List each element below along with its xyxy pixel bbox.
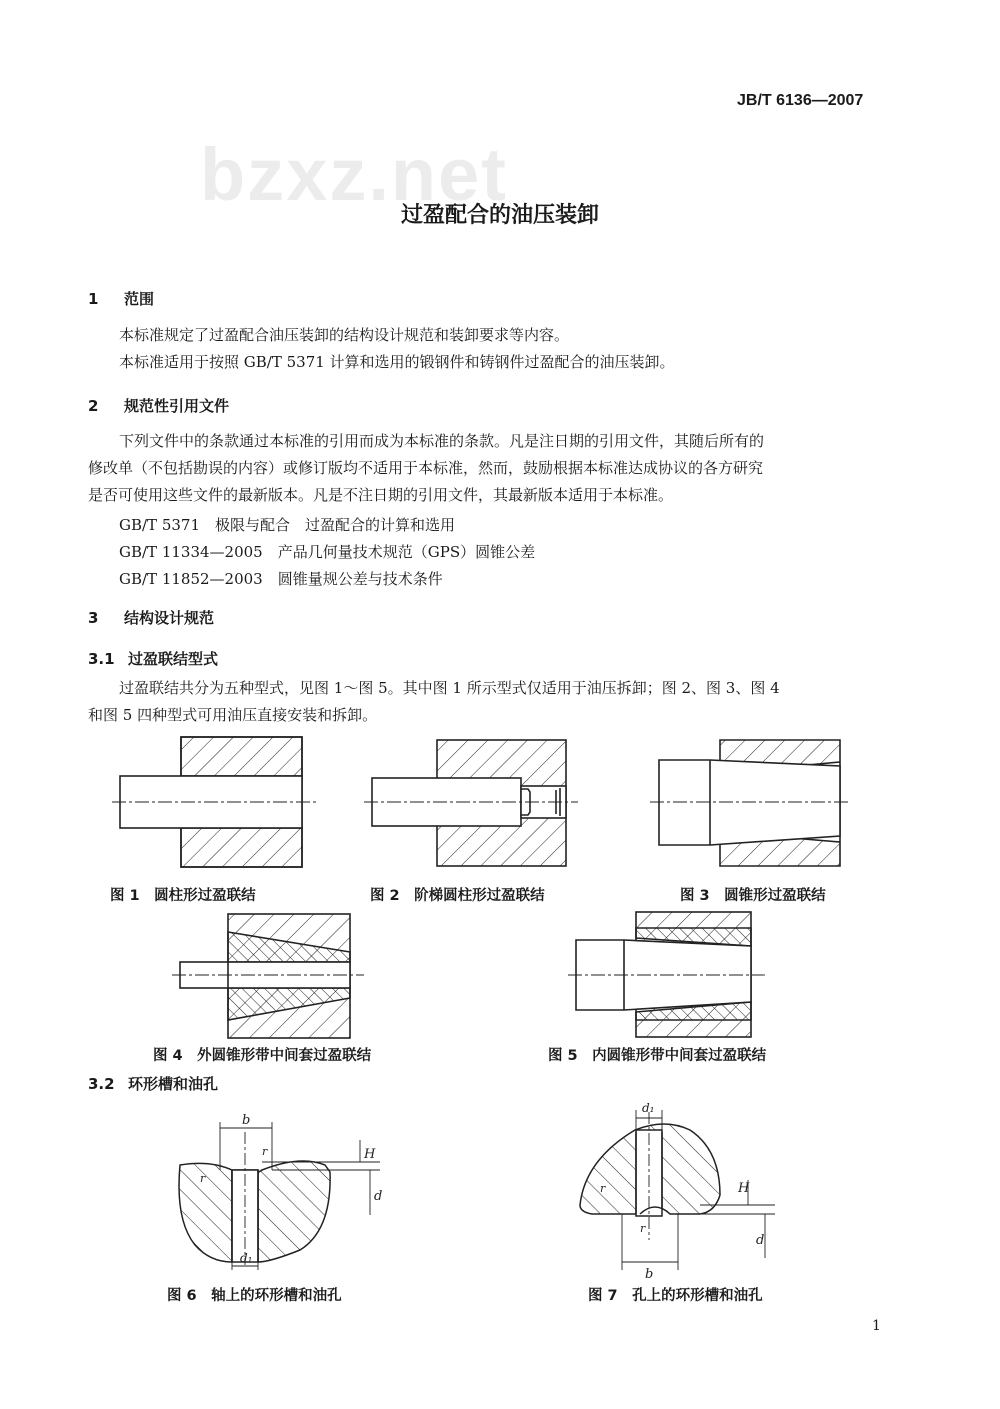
subsection-3-2-heading xyxy=(88,1073,218,1094)
paragraph: 本标准规定了过盈配合油压装卸的结构设计规范和装卸要求等内容。 xyxy=(119,326,570,344)
section-title: 环形槽和油孔 xyxy=(128,1075,219,1093)
standard-code: JB/T 6136—2007 xyxy=(737,92,864,109)
figure-6-caption: 图 6 轴上的环形槽和油孔 xyxy=(167,1288,342,1304)
section-number: 3 xyxy=(88,609,99,627)
figure-3-drawing xyxy=(650,740,850,866)
section-number: 2 xyxy=(88,397,99,415)
figure-2-drawing xyxy=(364,740,578,866)
figure-1-caption: 图 1 圆柱形过盈联结 xyxy=(110,888,256,904)
section-title: 范围 xyxy=(124,290,155,308)
page-number: 1 xyxy=(872,1318,881,1334)
paragraph-line: 下列文件中的条款通过本标准的引用而成为本标准的条款。凡是注日期的引用文件，其随后所有的 xyxy=(119,432,765,450)
reference-title: 圆锥量规公差与技术条件 xyxy=(277,570,443,588)
section-title: 结构设计规范 xyxy=(124,609,215,627)
figure-1-drawing xyxy=(112,737,316,867)
reference-code: GB/T 11334—2005 xyxy=(119,543,263,561)
dim-label-r: r xyxy=(200,1172,206,1185)
reference-code: GB/T 5371 xyxy=(119,516,201,534)
paragraph: 本标准适用于按照 GB/T 5371 计算和选用的锻钢件和铸钢件过盈配合的油压装卸。 xyxy=(119,353,675,371)
dim-label-h: H xyxy=(738,1181,750,1196)
section-number: 3.2 xyxy=(88,1075,115,1093)
figure-3-caption: 图 3 圆锥形过盈联结 xyxy=(680,888,826,904)
figure-5-drawing xyxy=(568,912,765,1037)
dim-label-d: d xyxy=(374,1189,383,1204)
section-number: 1 xyxy=(88,290,99,308)
dim-label-d1: d₁ xyxy=(642,1101,655,1115)
watermark: bzxz.net xyxy=(200,133,508,216)
figure-4-caption: 图 4 外圆锥形带中间套过盈联结 xyxy=(153,1048,372,1064)
reference-title: 极限与配合 过盈配合的计算和选用 xyxy=(215,516,456,534)
reference-code: GB/T 11852—2003 xyxy=(119,570,263,588)
section-title: 过盈联结型式 xyxy=(128,650,219,668)
dim-label-d: d xyxy=(756,1233,765,1248)
figure-2-caption: 图 2 阶梯圆柱形过盈联结 xyxy=(370,888,545,904)
figure-7-drawing xyxy=(580,1101,775,1282)
figure-4-drawing xyxy=(172,914,364,1038)
dim-label-r: r xyxy=(262,1145,268,1158)
figure-5-caption: 图 5 内圆锥形带中间套过盈联结 xyxy=(548,1048,767,1064)
dim-label-r: r xyxy=(600,1182,606,1195)
paragraph-line: 过盈联结共分为五种型式，见图 1～图 5。其中图 1 所示型式仅适用于油压拆卸；图 2、图 3、图 4 xyxy=(119,679,780,697)
dim-label-r: r xyxy=(640,1222,646,1235)
paragraph-line: 是否可使用这些文件的最新版本。凡是不注日期的引用文件，其最新版本适用于本标准。 xyxy=(88,486,674,504)
section-number: 3.1 xyxy=(88,650,115,668)
dim-label-d1: d₁ xyxy=(240,1251,253,1265)
dim-label-b: b xyxy=(645,1267,654,1282)
dim-label-h: H xyxy=(364,1147,376,1162)
figure-7-caption: 图 7 孔上的环形槽和油孔 xyxy=(588,1288,763,1304)
paragraph-line: 和图 5 四种型式可用油压直接安装和拆卸。 xyxy=(88,706,378,724)
reference-title: 产品几何量技术规范（GPS）圆锥公差 xyxy=(277,543,536,561)
figure-6-drawing xyxy=(179,1113,382,1270)
section-title: 规范性引用文件 xyxy=(124,397,230,415)
paragraph-line: 修改单（不包括勘误的内容）或修订版均不适用于本标准，然而，鼓励根据本标准达成协议的各方研究 xyxy=(88,459,764,477)
dim-label-b: b xyxy=(242,1113,251,1128)
document-title: 过盈配合的油压装卸 xyxy=(400,203,599,228)
